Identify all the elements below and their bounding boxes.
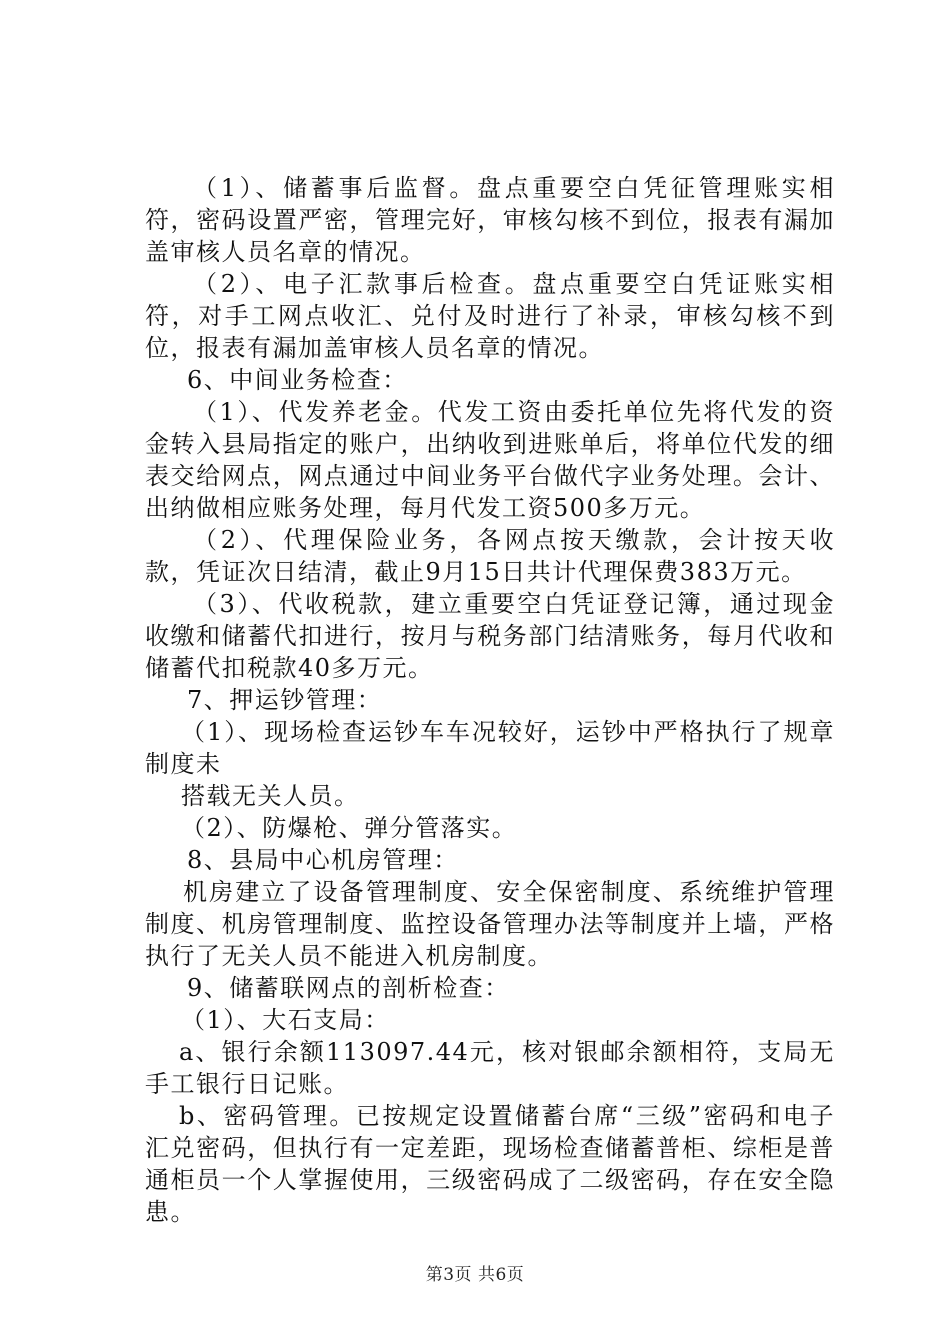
paragraph-pension-payment: （1）、代发养老金。代发工资由委托单位先将代发的资金转入县局指定的账户，出纳收到进账单后，将单位代发的细表交给网点，网点通过中间业务平台做代字业务处理。会计、出纳做相应账务处理，每月代发工资500多万元。: [145, 398, 835, 522]
page-footer: 第3页 共6页: [425, 1265, 525, 1285]
paragraph-cash-vehicle-check: （1）、现场检查运钞车车况较好，运钞中严格执行了规章制度未: [145, 718, 835, 778]
heading-intermediary-business: 6、中间业务检查：: [187, 366, 408, 394]
heading-dashi-branch: （1）、大石支局：: [181, 1006, 390, 1034]
heading-server-room: 8、县局中心机房管理：: [187, 846, 459, 874]
paragraph-savings-supervision: （1）、储蓄事后监督。盘点重要空白凭征管理账实相符，密码设置严密，管理完好，审核勾核不到位，报表有漏加盖审核人员名章的情况。: [145, 174, 835, 266]
paragraph-remittance-check: （2）、电子汇款事后检查。盘点重要空白凭证账实相符，对手工网点收汇、兑付及时进行了补录，审核勾核不到位，报表有漏加盖审核人员名章的情况。: [145, 270, 835, 362]
heading-savings-network-check: 9、储蓄联网点的剖析检查：: [187, 974, 510, 1002]
document-body: [145, 172, 835, 1228]
heading-cash-escort: 7、押运钞管理：: [187, 686, 383, 714]
paragraph-server-room-rules: 机房建立了设备管理制度、安全保密制度、系统维护管理制度、机房管理制度、监控设备管理办法等制度并上墙，严格执行了无关人员不能进入机房制度。: [145, 878, 835, 970]
paragraph-weapons-management: （2）、防爆枪、弹分管落实。: [181, 814, 518, 842]
paragraph-tax-collection: （3）、代收税款，建立重要空白凭证登记簿，通过现金收缴和储蓄代扣进行，按月与税务部门结清账务，每月代收和储蓄代扣税款40多万元。: [145, 590, 835, 682]
paragraph-bank-balance: a、银行余额113097.44元，核对银邮余额相符，支局无手工银行日记账。: [145, 1038, 835, 1098]
paragraph-insurance-agency: （2）、代理保险业务，各网点按天缴款，会计按天收款，凭证次日结清，截止9月15日共计代理保费383万元。: [145, 526, 835, 586]
paragraph-no-unrelated-persons: 搭载无关人员。: [181, 782, 360, 810]
paragraph-password-management: b、密码管理。已按规定设置储蓄台席“三级”密码和电子汇兑密码，但执行有一定差距，现场检查储蓄普柜、综柜是普通柜员一个人掌握使用，三级密码成了二级密码，存在安全隐患。: [145, 1102, 835, 1226]
